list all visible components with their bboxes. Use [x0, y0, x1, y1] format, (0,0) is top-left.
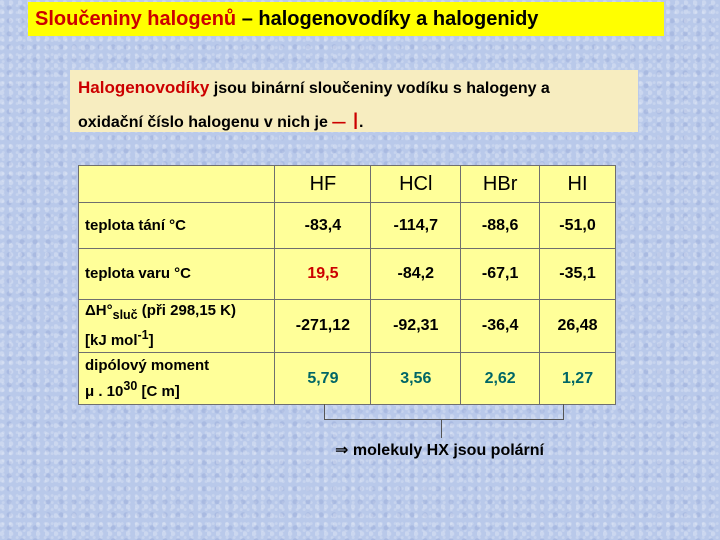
table-cell: -114,7 — [371, 203, 461, 249]
table-cell: 5,79 — [275, 353, 371, 405]
row-label-sup: 30 — [123, 378, 138, 393]
conclusion-text: molekuly HX jsou polární — [348, 442, 544, 459]
table-cell: 2,62 — [461, 353, 540, 405]
row-label: teplota varu °C — [79, 249, 275, 300]
row-label: teplota tání °C — [79, 203, 275, 249]
column-header: HF — [275, 166, 371, 203]
table-cell: -84,2 — [371, 249, 461, 300]
grouping-bracket — [324, 404, 564, 420]
intro-line2-text: oxidační číslo halogenu v nich je — [78, 114, 333, 131]
row-label-line2-end: [C m] — [137, 382, 180, 400]
row-label — [79, 353, 275, 405]
row-label-line2: [kJ mol — [85, 332, 138, 349]
table-cell: 1,27 — [540, 353, 616, 405]
conclusion — [335, 440, 544, 460]
slide-title — [35, 8, 538, 31]
intro-oxidation-state: – I — [332, 108, 359, 135]
bracket-stem — [441, 420, 442, 438]
row-label-sup: -1 — [137, 328, 149, 342]
intro-line-2 — [78, 106, 363, 134]
table-row — [79, 203, 616, 249]
row-label-line1: dipólový moment — [85, 356, 210, 374]
intro-line2-end: . — [358, 114, 364, 131]
intro-line1-rest: jsou binární sloučeniny vodíku s halogeny a — [209, 80, 550, 97]
intro-box — [70, 70, 638, 135]
row-label-main: ΔH° — [85, 302, 113, 319]
table-cell: -36,4 — [461, 300, 540, 353]
table-row — [79, 353, 616, 405]
table-cell: -271,12 — [275, 300, 371, 353]
row-label-line2: μ . 10 — [85, 382, 124, 400]
intro-line-1 — [78, 78, 550, 98]
table-cell: -83,4 — [275, 203, 371, 249]
table-cell: -92,31 — [371, 300, 461, 353]
table-header-row — [79, 166, 616, 203]
row-label-rest: (při 298,15 K) — [137, 302, 237, 319]
table-row — [79, 300, 616, 353]
row-label-line2-end: ] — [148, 332, 154, 349]
table-cell: 3,56 — [371, 353, 461, 405]
intro-term: Halogenovodíky — [78, 78, 210, 97]
row-label — [79, 300, 275, 353]
table-cell: -67,1 — [461, 249, 540, 300]
table-cell: -51,0 — [540, 203, 616, 249]
table-cell: 19,5 — [275, 249, 371, 300]
column-header: HI — [540, 166, 616, 203]
implies-arrow-icon: ⇒ — [335, 442, 349, 459]
table-cell: -88,6 — [461, 203, 540, 249]
table-cell: -35,1 — [540, 249, 616, 300]
column-header: HCl — [371, 166, 461, 203]
title-black-part: – halogenovodíky a halogenidy — [236, 8, 539, 30]
table-cell: 26,48 — [540, 300, 616, 353]
row-label-sub: sluč — [112, 308, 138, 322]
table-corner-cell — [79, 166, 275, 203]
title-red-part: Sloučeniny halogenů — [35, 8, 237, 30]
properties-table — [78, 165, 616, 405]
column-header: HBr — [461, 166, 540, 203]
table-row — [79, 249, 616, 300]
title-banner — [28, 2, 664, 36]
